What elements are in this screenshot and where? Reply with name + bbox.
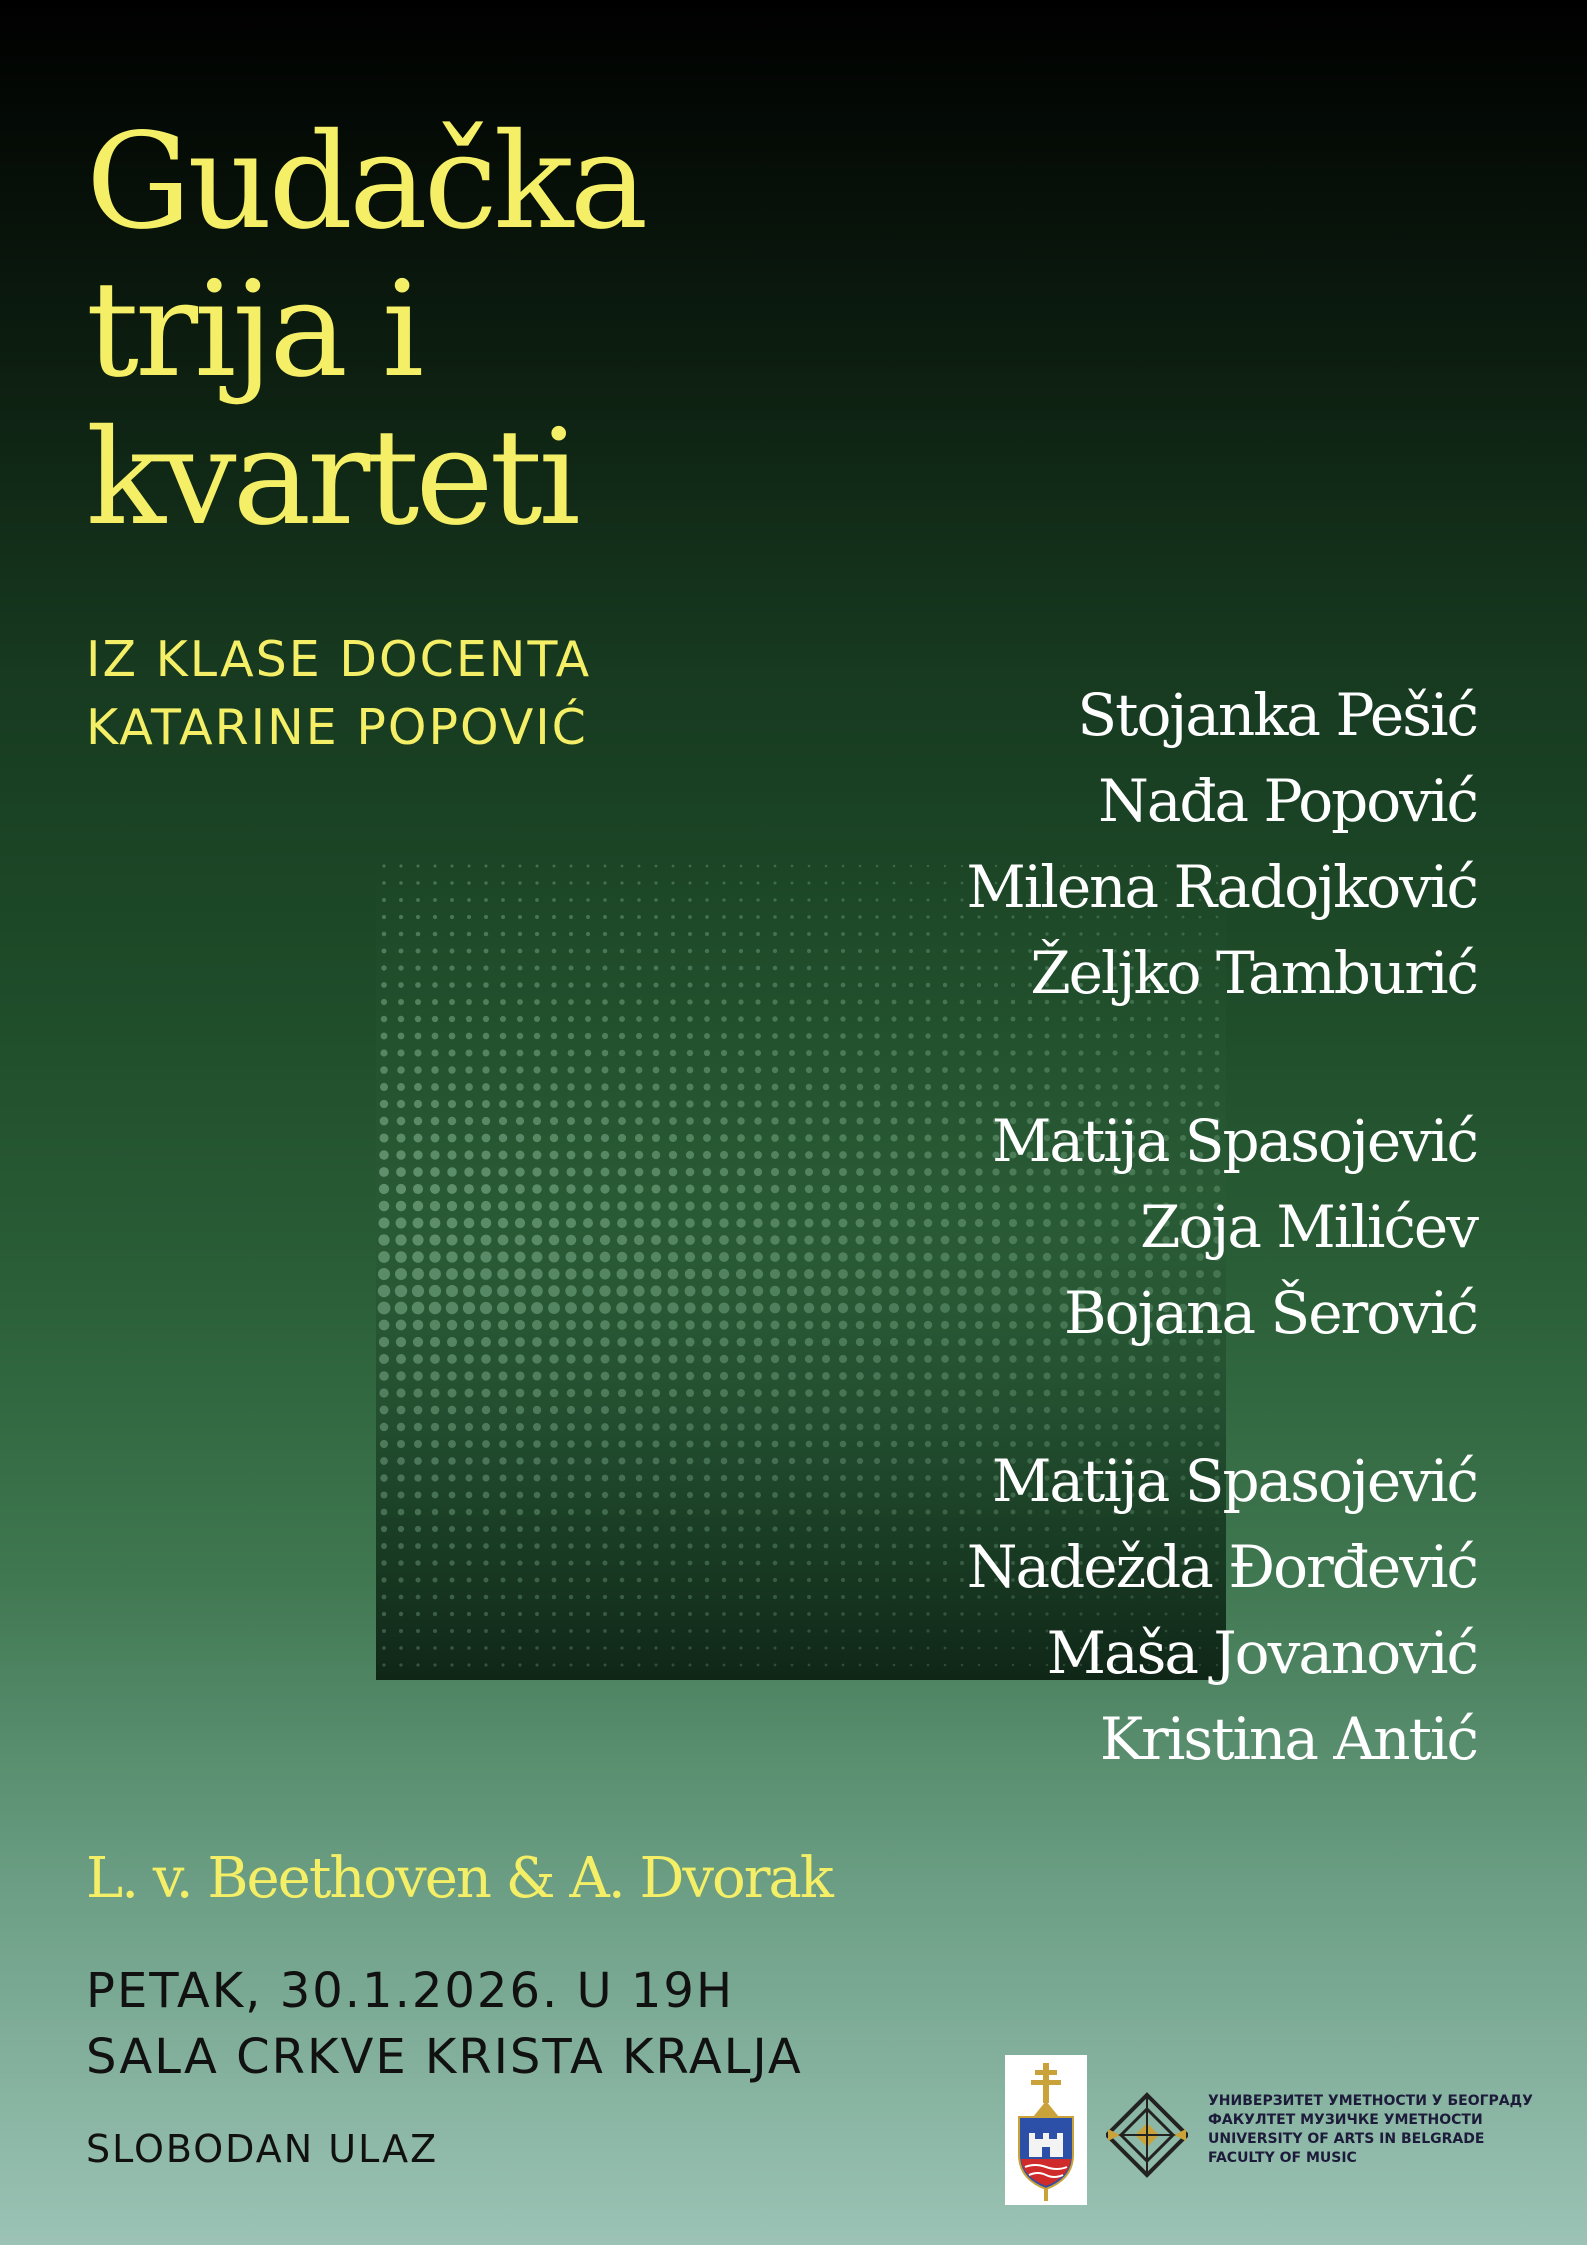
performer-name: Nadežda Đorđević <box>966 1533 1477 1601</box>
performers-list <box>966 672 1477 1782</box>
event-details <box>86 1958 803 2090</box>
poster-title <box>86 105 986 555</box>
performer-name: Matija Spasojević <box>991 1447 1477 1515</box>
performer-name: Bojana Šerović <box>1064 1279 1477 1347</box>
university-line: UNIVERSITY OF ARTS IN BELGRADE <box>1208 2131 1485 2147</box>
faculty-of-music-emblem-icon <box>1106 2085 1188 2185</box>
university-line: УНИВЕРЗИТЕТ УМЕТНОСТИ У БЕОГРАДУ <box>1208 2093 1533 2109</box>
performer-name: Kristina Antić <box>1099 1705 1477 1773</box>
university-name <box>1208 2092 1533 2168</box>
university-line: ФАКУЛТЕТ МУЗИЧКЕ УМЕТНОСТИ <box>1208 2112 1483 2128</box>
title-line: Gudačka <box>86 105 645 259</box>
performer-group-trio-2 <box>966 1098 1477 1356</box>
admission-note: SLOBODAN ULAZ <box>86 2127 439 2171</box>
title-line: kvarteti <box>86 401 577 555</box>
performer-name: Zoja Milićev <box>1140 1193 1477 1261</box>
performer-group-trio-1 <box>966 672 1477 1016</box>
performer-group-quartet <box>966 1438 1477 1782</box>
performer-name: Maša Jovanović <box>1046 1619 1477 1687</box>
performer-name: Nađa Popović <box>1098 767 1477 835</box>
subtitle-line: KATARINE POPOVIĆ <box>86 699 588 756</box>
composers-line: L. v. Beethoven & A. Dvorak <box>86 1846 832 1911</box>
performer-name: Milena Radojković <box>966 853 1477 921</box>
performer-name: Matija Spasojević <box>991 1107 1477 1175</box>
event-venue: SALA CRKVE KRISTA KRALJA <box>86 2029 803 2085</box>
performer-name: Stojanka Pešić <box>1077 681 1477 749</box>
subtitle-line: IZ KLASE DOCENTA <box>86 631 592 688</box>
poster-subtitle <box>86 626 591 762</box>
coat-of-arms-icon <box>1005 2055 1087 2205</box>
title-line: trija i <box>86 253 421 407</box>
performer-name: Željko Tamburić <box>1030 939 1477 1007</box>
event-date-time: PETAK, 30.1.2026. U 19H <box>86 1963 735 2019</box>
university-line: FACULTY OF MUSIC <box>1208 2150 1357 2166</box>
